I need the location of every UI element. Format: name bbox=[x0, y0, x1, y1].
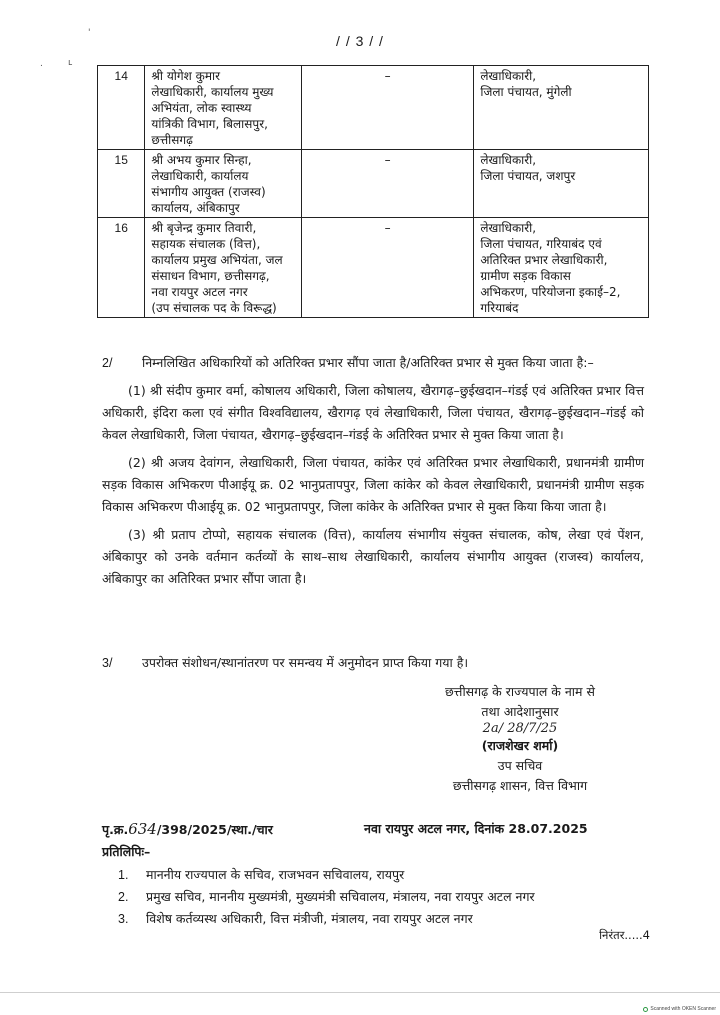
scanner-logo-icon bbox=[643, 1007, 648, 1012]
continued-marker: निरंतर.....4 bbox=[599, 928, 650, 942]
signature-authority-line-1: छत्तीसगढ़ के राज्यपाल के नाम से bbox=[445, 684, 595, 699]
page-number: / / 3 / / bbox=[336, 33, 384, 49]
new-posting bbox=[474, 66, 649, 150]
scan-speck: ' bbox=[88, 28, 91, 38]
middle-column: – bbox=[301, 66, 474, 150]
officer-current-posting bbox=[145, 218, 301, 318]
cell-line: (उप संचालक पद के विरूद्ध) bbox=[151, 301, 277, 315]
cell-line: गरियाबंद bbox=[480, 301, 519, 315]
section-3 bbox=[102, 652, 644, 674]
cell-line: लेखाधिकारी, bbox=[480, 153, 537, 167]
list-item bbox=[102, 908, 642, 930]
cell-line: संसाधन विभाग, छत्तीसगढ़, bbox=[151, 269, 270, 283]
cell-line: कार्यालय, अंबिकापुर bbox=[151, 201, 240, 215]
place-and-date: नवा रायपुर अटल नगर, दिनांक 28.07.2025 bbox=[364, 821, 588, 836]
cell-line: श्री योगेश कुमार bbox=[151, 69, 221, 83]
signature-block bbox=[380, 682, 660, 796]
list-item bbox=[102, 886, 642, 908]
cell-line: जिला पंचायत, मुंगेली bbox=[480, 85, 572, 99]
scan-speck: . bbox=[40, 59, 43, 69]
cell-line: सहायक संचालक (वित्त), bbox=[151, 237, 261, 251]
list-item-number: 1. bbox=[118, 868, 129, 882]
middle-column: – bbox=[301, 150, 474, 218]
cell-line: संभागीय आयुक्त (राजस्व) bbox=[151, 185, 266, 199]
signatory-name: (राजशेखर शर्मा) bbox=[481, 738, 559, 753]
section-2-item-2: (2) श्री अजय देवांगन, लेखाधिकारी, जिला पंचायत, कांकेर एवं अतिरिक्त प्रभार लेखाधिकारी, प्रधानमंत्री ग्रामीण सड़क विकास अभिकरण पीआईयू क्र. 02 भानुप्रतापपुर, जिला कांकेर को केवल लेखाधिकारी, प्रधानमंत्री ग्रामीण सड़क विकास अभिकरण पीआईयू क्र. 02 भानुप्रतापपुर, जिला कांकेर के अतिरिक्त प्रभार से मुक्त किया किया जाता है। bbox=[102, 455, 644, 514]
table-row bbox=[98, 150, 649, 218]
table-row bbox=[98, 66, 649, 150]
list-item-number: 2. bbox=[118, 890, 129, 904]
reference-suffix: /398/2025/स्था./चार bbox=[156, 822, 273, 837]
cell-line: जिला पंचायत, जशपुर bbox=[480, 169, 576, 183]
serial-number: 16 bbox=[98, 218, 145, 318]
scanner-watermark bbox=[643, 1006, 716, 1012]
signature-authority-line-2: तथा आदेशानुसार bbox=[481, 704, 559, 719]
section-number: 3/ bbox=[102, 656, 113, 670]
section-number: 2/ bbox=[102, 356, 113, 370]
section-3-text: उपरोक्त संशोधन/स्थानांतरण पर समन्वय में अनुमोदन प्राप्त किया गया है। bbox=[142, 655, 469, 670]
cell-line: लेखाधिकारी, कार्यालय मुख्य bbox=[151, 85, 274, 99]
cell-line: श्री अभय कुमार सिन्हा, bbox=[151, 153, 252, 167]
cell-line: लेखाधिकारी, bbox=[480, 69, 537, 83]
cell-line: अभियंता, लोक स्वास्थ्य bbox=[151, 101, 252, 115]
serial-number: 14 bbox=[98, 66, 145, 150]
cell-line: लेखाधिकारी, bbox=[480, 221, 537, 235]
transfer-table bbox=[97, 65, 649, 318]
section-2 bbox=[102, 352, 644, 596]
cell-line: अभिकरण, परियोजना इकाई–2, bbox=[480, 285, 621, 299]
new-posting bbox=[474, 218, 649, 318]
scan-edge-divider bbox=[0, 992, 720, 993]
cell-line: कार्यालय प्रमुख अभियंता, जल bbox=[151, 253, 283, 267]
copy-to-list bbox=[102, 864, 642, 930]
cell-line: छत्तीसगढ़ bbox=[151, 133, 193, 147]
officer-current-posting bbox=[145, 150, 301, 218]
new-posting bbox=[474, 150, 649, 218]
signatory-department: छत्तीसगढ़ शासन, वित्त विभाग bbox=[452, 778, 588, 793]
middle-column: – bbox=[301, 218, 474, 318]
endorsement-number bbox=[102, 820, 273, 838]
serial-number: 15 bbox=[98, 150, 145, 218]
cell-line: ग्रामीण सड़क विकास bbox=[480, 269, 571, 283]
section-2-intro-text: निम्नलिखित अधिकारियों को अतिरिक्त प्रभार सौंपा जाता है/अतिरिक्त प्रभार से मुक्त किया जाता है:– bbox=[142, 355, 594, 370]
section-2-item-3: (3) श्री प्रताप टोप्पो, सहायक संचालक (वित्त), कार्यालय संभागीय संयुक्त संचालक, कोष, लेखा एवं पेंशन, अंबिकापुर को उनके वर्तमान कर्तव्यों के साथ–साथ लेखाधिकारी, कार्यालय संभागीय आयुक्त (राजस्व) कार्यालय, अंबिकापुर का अतिरिक्त प्रभार सौंपा जाता है। bbox=[102, 527, 644, 586]
cell-line: जिला पंचायत, गरियाबंद एवं bbox=[480, 237, 602, 251]
list-item bbox=[102, 864, 642, 886]
cell-line: नवा रायपुर अटल नगर bbox=[151, 285, 248, 299]
signatory-designation: उप सचिव bbox=[497, 758, 543, 773]
scan-speck: ւ bbox=[68, 58, 72, 68]
list-item-text: प्रमुख सचिव, माननीय मुख्यमंत्री, मुख्यमंत्री सचिवालय, मंत्रालय, नवा रायपुर अटल नगर bbox=[146, 889, 535, 904]
reference-prefix: पृ.क्र. bbox=[102, 822, 129, 837]
list-item-text: माननीय राज्यपाल के सचिव, राजभवन सचिवालय, रायपुर bbox=[146, 867, 405, 882]
list-item-number: 3. bbox=[118, 912, 129, 926]
scanner-watermark-text: Scanned with OKEN Scanner bbox=[650, 1006, 716, 1012]
list-item-text: विशेष कर्तव्यस्थ अधिकारी, वित्त मंत्रीजी, मंत्रालय, नवा रायपुर अटल नगर bbox=[146, 911, 473, 926]
handwritten-signature: 2a/ 28/7/25 bbox=[482, 721, 558, 736]
cell-line: लेखाधिकारी, कार्यालय bbox=[151, 169, 249, 183]
cell-line: श्री बृजेन्द्र कुमार तिवारी, bbox=[151, 221, 257, 235]
officer-current-posting bbox=[145, 66, 301, 150]
section-2-intro bbox=[102, 352, 644, 374]
cell-line: अतिरिक्त प्रभार लेखाधिकारी, bbox=[480, 253, 608, 267]
section-2-item-1: (1) श्री संदीप कुमार वर्मा, कोषालय अधिकारी, जिला कोषालय, खैरागढ़–छुईखदान–गंडई एवं अतिरिक्त प्रभार वित्त अधिकारी, इंदिरा कला एवं संगीत विश्वविद्यालय, खैरागढ़ एवं लेखाधिकारी, जिला पंचायत, खैरागढ़–छुईखदान–गंडई को केवल लेखाधिकारी, जिला पंचायत, खैरागढ़–छुईखदान–गंडई के अतिरिक्त प्रभार से मुक्त किया जाता है। bbox=[102, 383, 644, 442]
copy-to-heading: प्रतिलिपिः– bbox=[102, 844, 151, 859]
handwritten-number: 634 bbox=[128, 820, 157, 838]
table-row bbox=[98, 218, 649, 318]
cell-line: यांत्रिकी विभाग, बिलासपुर, bbox=[151, 117, 268, 131]
